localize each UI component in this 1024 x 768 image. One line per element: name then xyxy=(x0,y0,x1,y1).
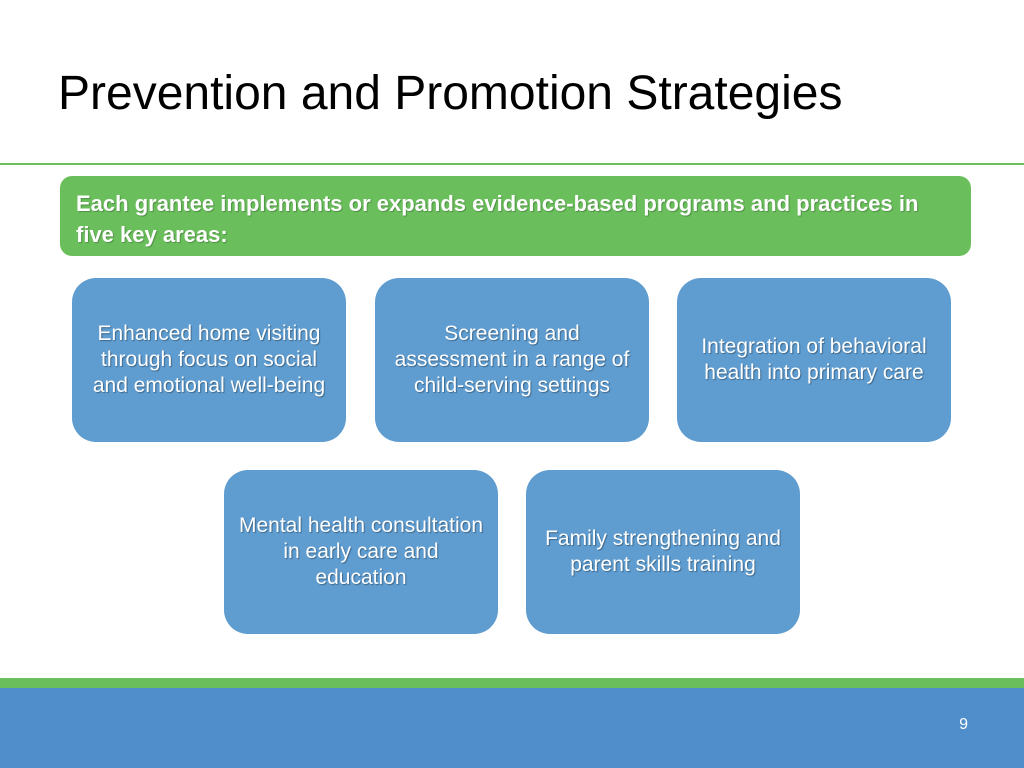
intro-banner-text: Each grantee implements or expands evidence-based programs and practices in five key areas: xyxy=(76,191,919,247)
key-area-label: Integration of behavioral health into primary care xyxy=(701,335,927,384)
footer-green-stripe xyxy=(0,678,1024,688)
key-area-home-visiting xyxy=(72,278,346,442)
key-area-screening xyxy=(375,278,649,442)
key-area-family-strengthening xyxy=(526,470,800,634)
key-area-label: Family strengthening and parent skills training xyxy=(545,527,781,576)
key-area-mental-health-consultation xyxy=(224,470,498,634)
key-area-label: Screening and assessment in a range of child-serving settings xyxy=(394,322,630,397)
footer-bar xyxy=(0,688,1024,768)
page-number: 9 xyxy=(959,716,968,733)
key-area-label: Mental health consultation in early care and education xyxy=(239,514,483,589)
key-area-label: Enhanced home visiting through focus on social and emotional well-being xyxy=(92,322,326,397)
slide-title: Prevention and Promotion Strategies xyxy=(58,67,843,120)
intro-banner xyxy=(60,176,971,256)
key-area-behavioral-health xyxy=(677,278,951,442)
title-divider xyxy=(0,163,1024,165)
